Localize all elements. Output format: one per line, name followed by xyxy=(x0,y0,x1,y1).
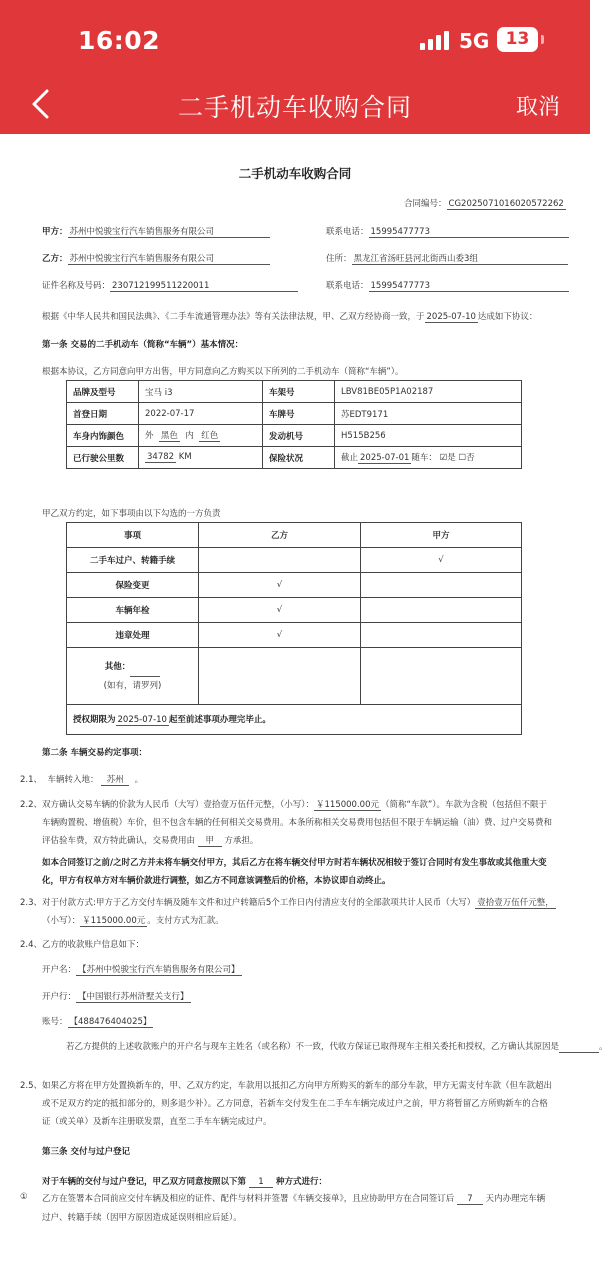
a3-1-line-1: 乙方在签署本合同前应交付车辆及相应的证件、配件与材料并签署《车辆交接单》，且应协助甲方在合同签订后 7 天内办理完车辆 xyxy=(42,1194,546,1204)
s24-text: 乙方的收款账户信息如下： xyxy=(42,940,145,950)
color-label: 车身内饰颜色 xyxy=(67,425,139,447)
cancel-button[interactable]: 取消 xyxy=(515,95,560,120)
matter-inspection-a xyxy=(361,598,522,623)
article-2-heading: 第二条 车辆交易约定事项： xyxy=(42,748,147,758)
app-header xyxy=(0,0,590,134)
a3-1-no: ① xyxy=(20,1192,28,1202)
insurance-label: 保险状况 xyxy=(263,447,335,469)
payee-account: 账号： 【488476404025】 xyxy=(42,1017,152,1027)
contract-document xyxy=(0,134,608,1280)
reg-value: 2022-07-17 xyxy=(139,403,263,425)
signal-icon xyxy=(420,30,450,50)
article-1-text: 根据本协议，乙方同意向甲方出售，甲方同意向乙方购买以下所列的二手机动车（简称“车辆”）。 xyxy=(42,367,404,377)
payee-bank: 开户行： 【中国银行苏州浒墅关支行】 xyxy=(42,992,189,1002)
plate-value: 苏EDT9171 xyxy=(335,403,522,425)
header-party-b: 乙方 xyxy=(199,523,361,548)
header-party-a: 甲方 xyxy=(361,523,522,548)
color-value: 外 黑色 内 红色 xyxy=(139,425,263,447)
address: 住所： 黑龙江省汤旺县河北街西山委3组 xyxy=(326,252,568,265)
document-title: 二手机动车收购合同 xyxy=(238,166,352,181)
checkbox-checked-icon[interactable]: ☑ xyxy=(439,453,448,463)
engine-label: 发动机号 xyxy=(263,425,335,447)
mileage-value: 34782 KM xyxy=(139,447,263,469)
matter-other-b xyxy=(199,648,361,705)
page-title: 二手机动车收购合同 xyxy=(177,93,412,122)
vehicle-info-table xyxy=(66,380,522,469)
s25-line-2: 或不足双方约定的抵扣部分的，则多退少补）。乙方同意，若新车交付发生在二手车车辆完成过户之前，甲方将暂留乙方所购新车的合格 xyxy=(42,1099,548,1109)
s25-no: 2.5、 xyxy=(20,1081,43,1091)
s24-note: 若乙方提供的上述收款账户的开户名与现车主姓名（或名称）不一致，代收方保证已取得现车主相关委托和授权，乙方确认其原因是 。 xyxy=(66,1042,608,1052)
a3-intro: 对于车辆的交付与过户登记，甲乙双方同意按照以下第 1 种方式进行： xyxy=(42,1177,327,1187)
brand-value: 宝马 i3 xyxy=(139,381,263,403)
s22-line-1: 双方确认交易车辆的价款为人民币（大写）壹拾壹万伍仟元整，（小写）： ￥115000.00元 （简称“车款”）。车款为含税（包括但不限于 xyxy=(42,800,548,810)
article-3-heading: 第三条 交付与过户登记 xyxy=(42,1147,130,1157)
matter-violation: 违章处理 xyxy=(67,623,199,648)
agree-text: 甲乙双方约定，如下事项由以下勾选的一方负责 xyxy=(42,509,221,519)
battery-tip xyxy=(541,35,544,44)
s23-line-1: 对于付款方式:甲方于乙方交付车辆及随车文件和过户转籍后5个工作日内付清应支付的全部款项共计人民币（大写） 壹拾壹万伍仟元整， xyxy=(42,898,554,908)
s22-line-3: 评估验车费，双方特此确认，交易费用由 甲 方承担。 xyxy=(42,836,259,846)
status-time: 16:02 xyxy=(78,26,161,55)
matter-insurance-b: √ xyxy=(199,573,361,598)
matter-other-a xyxy=(361,648,522,705)
id-number: 证件名称及号码： 230712199511220011 xyxy=(42,279,298,292)
mileage-label: 已行驶公里数 xyxy=(67,447,139,469)
matter-violation-b: √ xyxy=(199,623,361,648)
s23-line-2: （小写）： ￥115000.00元 。支付方式为汇款。 xyxy=(42,916,224,926)
matter-transfer: 二手车过户、转籍手续 xyxy=(67,548,199,573)
party-a: 甲方： 苏州中悦骏宝行汽车销售服务有限公司 xyxy=(42,225,270,238)
payee-name: 开户名： 【苏州中悦骏宝行汽车销售服务有限公司】 xyxy=(42,965,240,975)
matter-insurance-a xyxy=(361,573,522,598)
matter-violation-a xyxy=(361,623,522,648)
phone-b: 联系电话： 15995477773 xyxy=(326,279,569,292)
matter-inspection: 车辆年检 xyxy=(67,598,199,623)
section-2-1: 2.1、 车辆转入地： 苏州 。 xyxy=(20,775,144,785)
brand-label: 品牌及型号 xyxy=(67,381,139,403)
party-b: 乙方： 苏州中悦骏宝行汽车销售服务有限公司 xyxy=(42,252,270,265)
article-1-heading: 第一条 交易的二手机动车（简称“车辆”）基本情况： xyxy=(42,340,244,350)
s25-line-1: 如果乙方将在甲方处置换新车的，甲、乙双方约定，车款用以抵扣乙方向甲方所购买的新车的部分车款，甲方无需支付车款（但车款超出 xyxy=(42,1081,553,1091)
matter-insurance: 保险变更 xyxy=(67,573,199,598)
s22-bold-1: 如本合同签订之前/之时乙方并未将车辆交付甲方，其后乙方在将车辆交付甲方时若车辆状况相较于签订合同时有发生事故或其他重大变 xyxy=(42,858,547,868)
reg-label: 首登日期 xyxy=(67,403,139,425)
s22-no: 2.2、 xyxy=(20,800,43,810)
responsibility-table xyxy=(66,522,522,735)
intro-text: 根据《中华人民共和国民法典》、《二手车流通管理办法》等有关法律法规，甲、乙双方经协商一致，于 2025-07-10 达成如下协议： xyxy=(42,312,538,322)
vin-label: 车架号 xyxy=(263,381,335,403)
s22-line-2: 车辆购置税、增值税）车价，但不包含车辆的任何相关交易费用。本条所称相关交易费用包括但不限于车辆运输（油）费、过户交易费和 xyxy=(42,818,553,828)
authorization-period: 授权期限为 2025-07-10 起至前述事项办理完毕止。 xyxy=(67,705,522,735)
checkbox-empty-icon[interactable]: ☐ xyxy=(458,453,467,463)
battery-icon: 13 xyxy=(497,27,538,52)
plate-label: 车牌号 xyxy=(263,403,335,425)
contract-no: 合同编号： CG2025071016020572262 xyxy=(404,199,564,209)
vin-value: LBV81BE05P1A02187 xyxy=(335,381,522,403)
s25-line-3: 证（或关单）及新车注册联发票，直至二手车车辆完成过户。 xyxy=(42,1117,272,1127)
matter-inspection-b: √ xyxy=(199,598,361,623)
matter-other: 其他： (如有，请罗列) xyxy=(67,648,199,705)
engine-value: H515B256 xyxy=(335,425,522,447)
s23-no: 2.3、 xyxy=(20,898,43,908)
s22-bold-2: 化，甲方有权单方对车辆价款进行调整，如乙方不同意该调整后的价格，本协议即自动终止。 xyxy=(42,876,391,886)
insurance-value: 截止 2025-07-01 随车： ☑是 ☐否 xyxy=(335,447,522,469)
matter-transfer-b xyxy=(199,548,361,573)
phone-a: 联系电话： 15995477773 xyxy=(326,225,569,238)
network-label: 5G xyxy=(459,29,490,53)
s24-no: 2.4、 xyxy=(20,940,43,950)
a3-1-line-2: 过户、转籍手续（因甲方原因造成延误则相应后延）。 xyxy=(42,1213,242,1223)
header-item: 事项 xyxy=(67,523,199,548)
matter-transfer-a: √ xyxy=(361,548,522,573)
